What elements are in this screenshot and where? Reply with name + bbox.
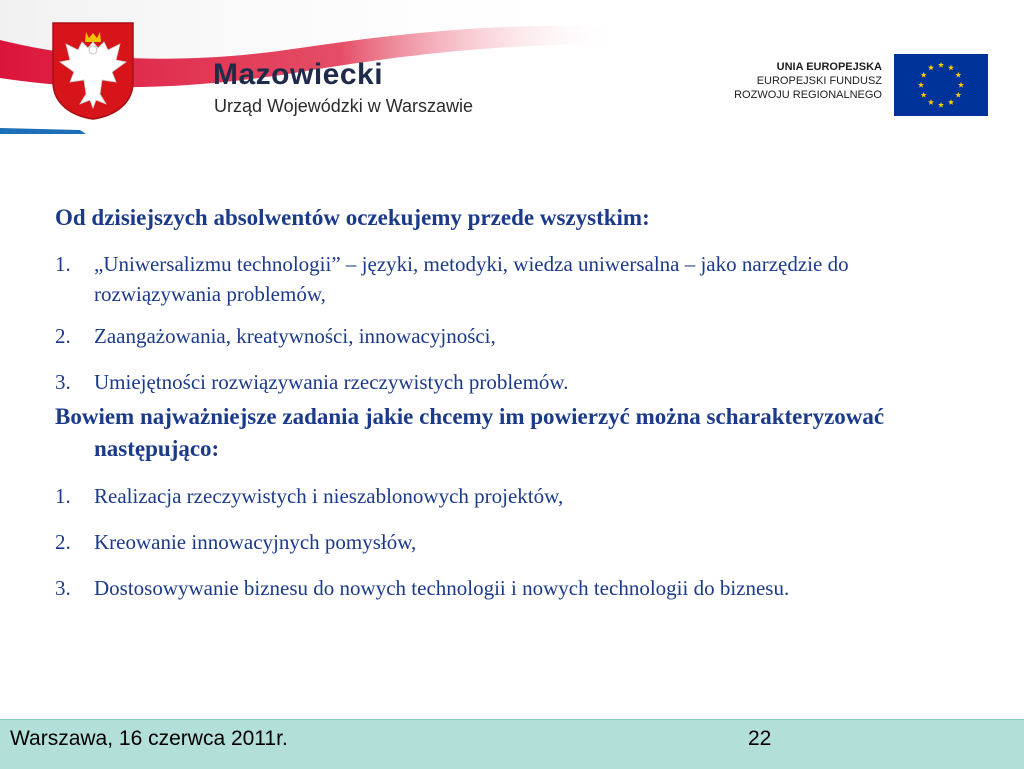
list-number: 3. <box>55 370 71 394</box>
list-item-text: „Uniwersalizmu technologii” – języki, metodyki, wiedza uniwersalna – jako narzędzie do rozwiązywania problemów, <box>94 252 849 306</box>
list-number: 1. <box>55 252 71 276</box>
list-item <box>55 249 975 309</box>
expectations-list <box>55 249 975 397</box>
section-heading-expectations: Od dzisiejszych absolwentów oczekujemy przede wszystkim: <box>55 205 650 230</box>
eu-line-3: ROZWOJU REGIONALNEGO <box>734 89 882 101</box>
list-number: 3. <box>55 576 71 600</box>
slide-header <box>0 0 1024 140</box>
eu-line-1: UNIA EUROPEJSKA <box>776 61 882 73</box>
list-number: 2. <box>55 530 71 554</box>
list-number: 1. <box>55 484 71 508</box>
slide-footer <box>0 719 1024 769</box>
eu-fund-label <box>734 60 882 102</box>
list-item-text: Realizacja rzeczywistych i nieszablonowych projektów, <box>94 484 564 508</box>
list-number: 2. <box>55 324 71 348</box>
page-number: 22 <box>748 727 772 750</box>
tasks-list <box>55 481 975 603</box>
slide-content <box>55 205 975 603</box>
section-heading-tasks: Bowiem najważniejsze zadania jakie chcemy im powierzyć można scharakteryzować następująco: <box>55 404 885 461</box>
brand-title: Mazowiecki <box>213 58 384 91</box>
polish-eagle-emblem <box>50 20 136 120</box>
eu-line-2: EUROPEJSKI FUNDUSZ <box>756 75 882 87</box>
list-item <box>55 481 975 511</box>
list-item <box>55 573 975 603</box>
list-item-text: Umiejętności rozwiązywania rzeczywistych problemów. <box>94 370 569 394</box>
footer-date: Warszawa, 16 czerwca 2011r. <box>10 727 288 750</box>
list-item <box>55 321 975 351</box>
list-item-text: Dostosowywanie biznesu do nowych technologii i nowych technologii do biznesu. <box>94 576 790 600</box>
brand-subtitle: Urząd Wojewódzki w Warszawie <box>214 96 474 116</box>
list-item <box>55 367 975 397</box>
list-item-text: Kreowanie innowacyjnych pomysłów, <box>94 530 417 554</box>
list-item <box>55 527 975 557</box>
list-item-text: Zaangażowania, kreatywności, innowacyjności, <box>94 324 496 348</box>
eu-flag-icon <box>894 54 988 116</box>
